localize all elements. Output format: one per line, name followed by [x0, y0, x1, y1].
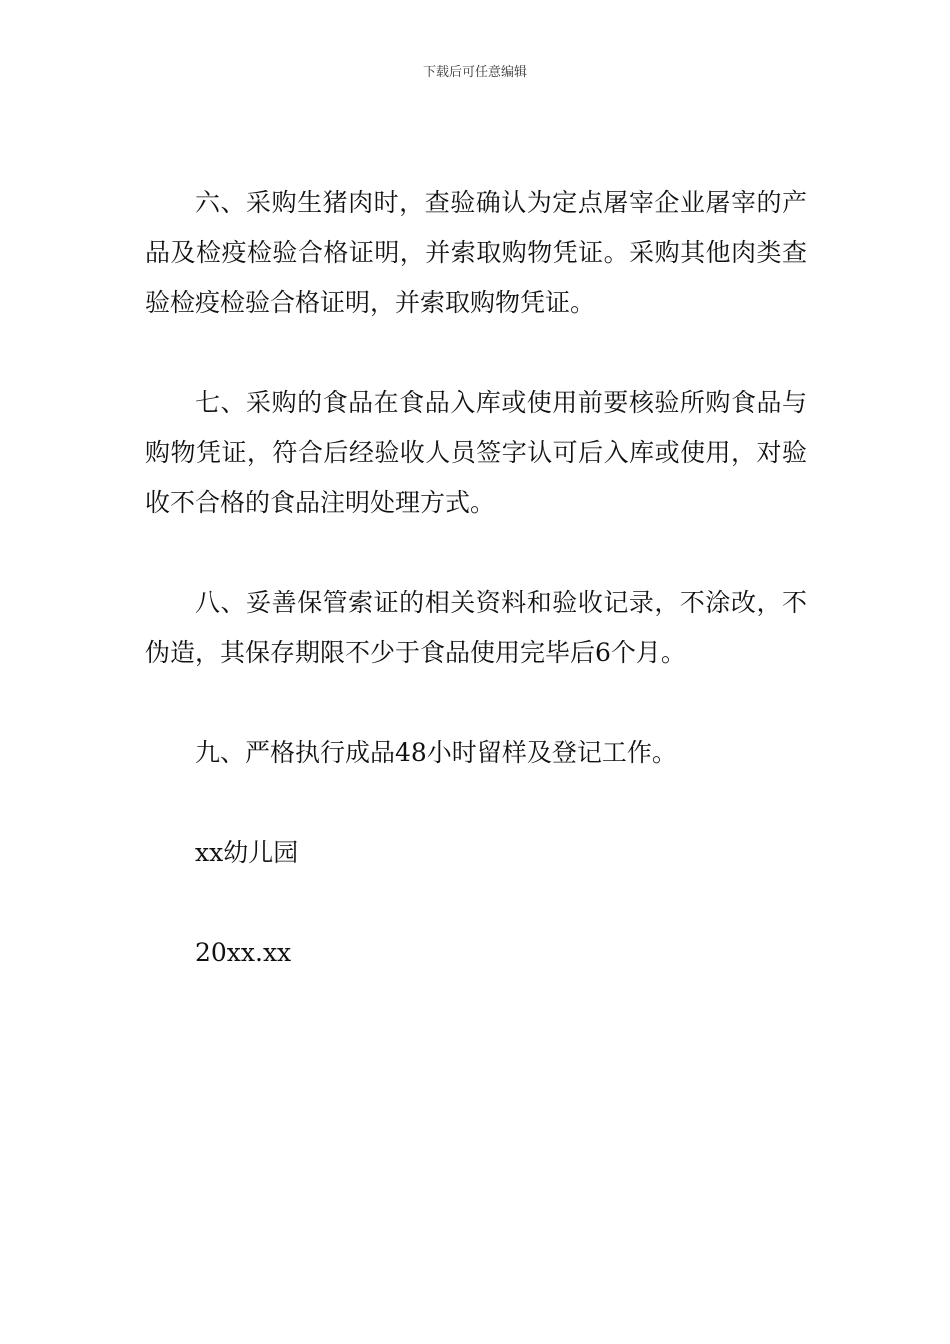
signature-date: 20xx.xx: [195, 938, 292, 967]
paragraph-six: 六、采购生猪肉时，查验确认为定点屠宰企业屠宰的产品及检疫检验合格证明，并索取购物凭证。采购其他肉类查验检疫检验合格证明，并索取购物凭证。: [145, 188, 807, 317]
page-header: 下载后可任意编辑: [422, 65, 527, 80]
document-body: [145, 178, 807, 978]
paragraph-seven: 七、采购的食品在食品入库或使用前要核验所购食品与购物凭证，符合后经验收人员签字认可后入库或使用，对验收不合格的食品注明处理方式。: [145, 388, 807, 517]
paragraph-nine: 九、严格执行成品48小时留样及登记工作。: [195, 738, 677, 767]
signature-organization: xx幼儿园: [195, 838, 299, 867]
paragraph-eight: 八、妥善保管索证的相关资料和验收记录，不涂改，不伪造，其保存期限不少于食品使用完毕后6个月。: [145, 588, 807, 667]
